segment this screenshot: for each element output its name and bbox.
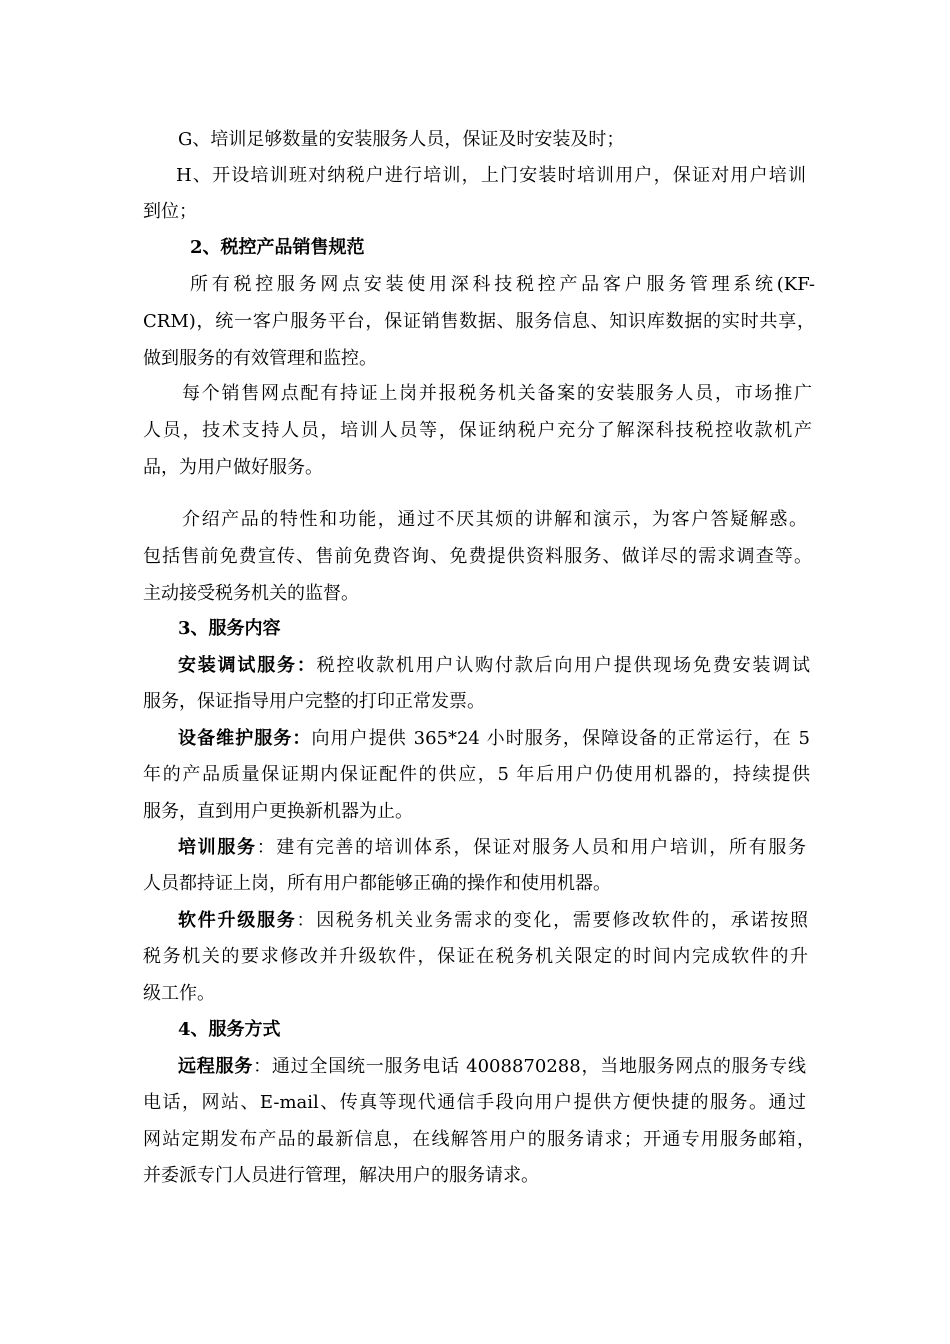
section-heading-4: 4、服务方式	[178, 1019, 281, 1040]
list-item-h-cont: 到位；	[143, 201, 197, 222]
paragraph-intro-line2: 包括售前免费宣传、售前免费咨询、免费提供资料服务、做详尽的需求调查等。	[143, 546, 812, 567]
training-service-text: ：建有完善的培训体系，保证对服务人员和用户培训，所有服务	[256, 837, 807, 858]
paragraph-kfcrm-line2: CRM)，统一客户服务平台，保证销售数据、服务信息、知识库数据的实时共享，	[143, 311, 815, 332]
paragraph-staff-line1: 每个销售网点配有持证上岗并报税务机关备案的安装服务人员，市场推广	[182, 383, 812, 404]
remote-service-line2: 电话，网站、E-mail、传真等现代通信手段向用户提供方便快捷的服务。通过	[143, 1092, 806, 1113]
remote-service-text: ：通过全国统一服务电话 4008870288，当地服务网点的服务专线	[253, 1056, 806, 1077]
training-service-line1	[178, 836, 806, 860]
upgrade-service-line3: 级工作。	[143, 983, 215, 1004]
training-service-label: 培训服务	[178, 837, 257, 858]
section-heading-2: 2、税控产品销售规范	[190, 237, 365, 258]
paragraph-kfcrm-line1: 所有税控服务网点安装使用深科技税控产品客户服务管理系统(KF-	[190, 274, 815, 295]
maintain-service-line1	[178, 727, 810, 751]
remote-service-line1	[178, 1055, 806, 1079]
upgrade-service-text: ：因税务机关业务需求的变化，需要修改软件的，承诺按照	[296, 910, 808, 931]
remote-service-label: 远程服务	[178, 1056, 254, 1077]
install-service-text: 税控收款机用户认购付款后向用户提供现场免费安装调试	[316, 655, 811, 676]
maintain-service-text: 向用户提供 365*24 小时服务，保障设备的正常运行，在 5	[311, 728, 810, 749]
paragraph-staff-line3: 品，为用户做好服务。	[143, 457, 323, 478]
paragraph-intro-line3: 主动接受税务机关的监督。	[143, 583, 359, 604]
remote-service-line4: 并委派专门人员进行管理，解决用户的服务请求。	[143, 1165, 539, 1186]
maintain-service-line3: 服务，直到用户更换新机器为止。	[143, 801, 413, 822]
paragraph-intro-line1: 介绍产品的特性和功能，通过不厌其烦的讲解和演示，为客户答疑解惑。	[182, 509, 807, 530]
maintain-service-line2: 年的产品质量保证期内保证配件的供应，5 年后用户仍使用机器的，持续提供	[143, 764, 810, 785]
upgrade-service-line1	[178, 909, 808, 933]
list-item-g: G、培训足够数量的安装服务人员，保证及时安装及时；	[178, 129, 625, 150]
install-service-line2: 服务，保证指导用户完整的打印正常发票。	[143, 691, 485, 712]
section-heading-3: 3、服务内容	[178, 618, 281, 639]
training-service-line2: 人员都持证上岗，所有用户都能够正确的操作和使用机器。	[143, 873, 611, 894]
paragraph-staff-line2: 人员，技术支持人员，培训人员等，保证纳税户充分了解深科技税控收款机产	[143, 420, 812, 441]
upgrade-service-label: 软件升级服务	[178, 910, 297, 931]
install-service-line1	[178, 654, 810, 678]
paragraph-kfcrm-line3: 做到服务的有效管理和监控。	[143, 348, 377, 369]
maintain-service-label: 设备维护服务：	[178, 728, 312, 749]
install-service-label: 安装调试服务：	[178, 655, 317, 676]
list-item-h: H、开设培训班对纳税户进行培训，上门安装时培训用户，保证对用户培训	[176, 165, 806, 186]
upgrade-service-line2: 税务机关的要求修改并升级软件，保证在税务机关限定的时间内完成软件的升	[143, 946, 808, 967]
remote-service-line3: 网站定期发布产品的最新信息，在线解答用户的服务请求；开通专用服务邮箱，	[143, 1129, 815, 1150]
